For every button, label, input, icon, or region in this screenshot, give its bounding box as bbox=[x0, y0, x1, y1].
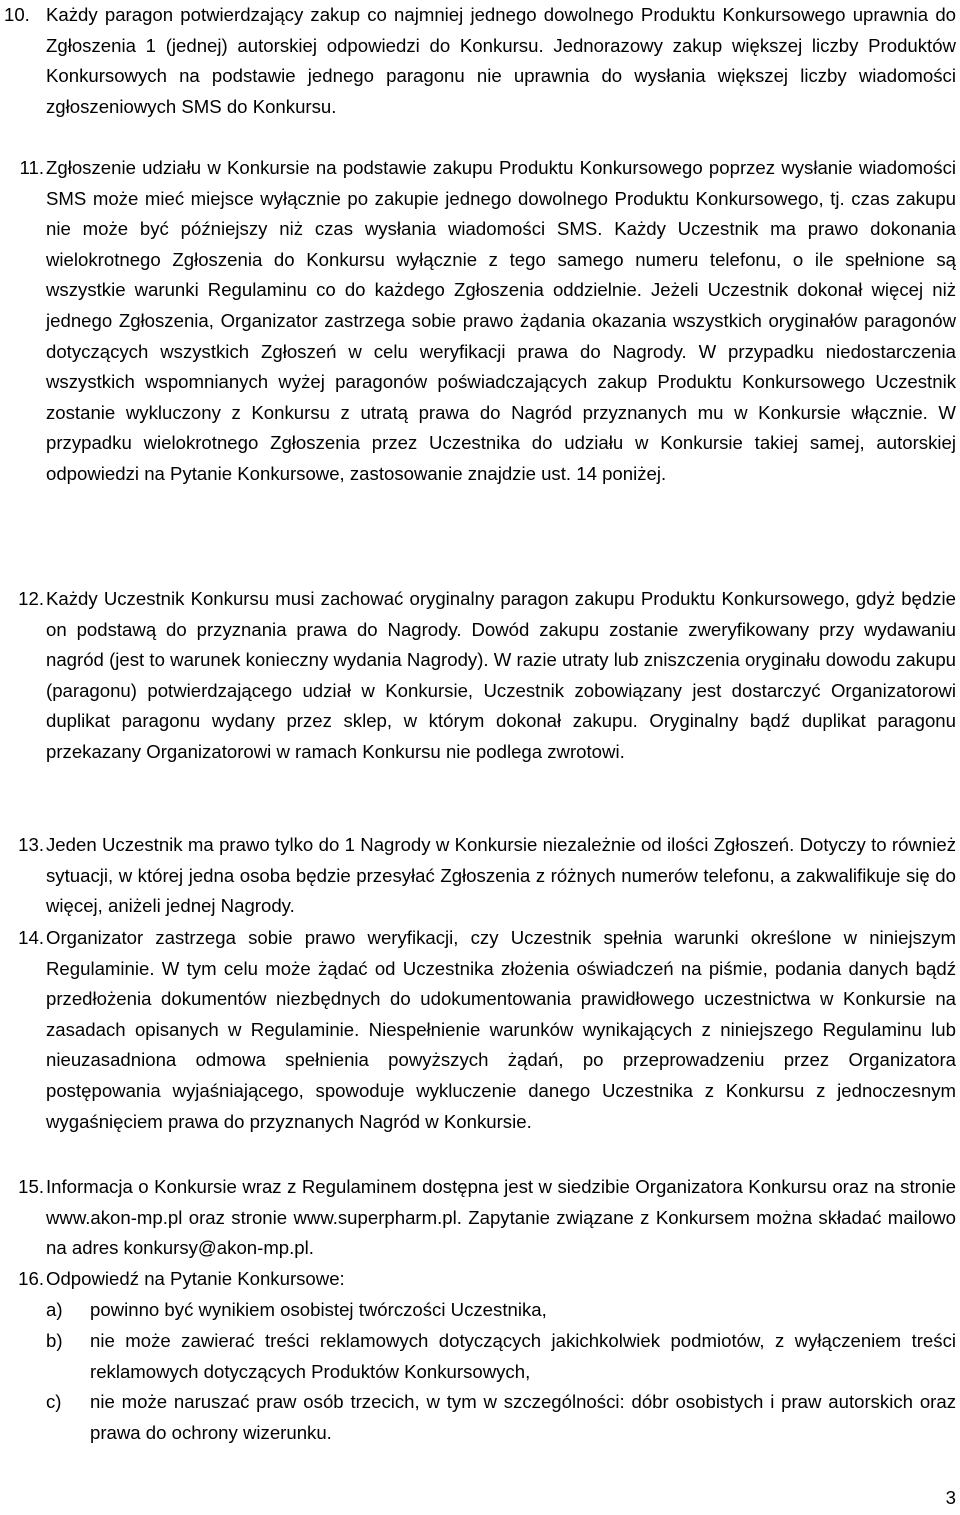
paragraph-number: 11. bbox=[19, 157, 44, 178]
subitem-label: c) bbox=[46, 1391, 62, 1412]
paragraph-text: Odpowiedź na Pytanie Konkursowe: bbox=[46, 1268, 345, 1289]
page-number: 3 bbox=[945, 1487, 956, 1508]
subitem-text: nie może zawierać treści reklamowych dotyczących jakichkolwiek podmiotów, z wyłączeniem treści reklamowych dotyczących Produktów Konkursowych, bbox=[90, 1330, 956, 1382]
subitem-label: a) bbox=[46, 1299, 63, 1320]
paragraph-text: Każdy Uczestnik Konkursu musi zachować oryginalny paragon zakupu Produktu Konkursowego, gdyż będzie on podstawą do przyznania prawa do Nagrody. Dowód zakupu zostanie zweryfikowany przy wydawaniu nagród (jest to warunek konieczny wydania Nagrody). W razie utraty lub zniszczenia oryginału dowodu zakupu (paragonu) potwierdzającego udział w Konkursie, Uczestnik zobowiązany jest dostarczyć Organizatorowi duplikat paragonu wydany przez sklep, w którym dokonał zakupu. Oryginalny bądź duplikat paragonu przekazany Organizatorowi w ramach Konkursu nie podlega zwrotowi. bbox=[46, 588, 956, 762]
paragraph-text: Zgłoszenie udziału w Konkursie na podstawie zakupu Produktu Konkursowego poprzez wysłanie wiadomości SMS może mieć miejsce wyłącznie po zakupie jednego dowolnego Produktu Konkursowego, tj. czas zakupu nie może być późniejszy niż czas wysłania wiadomości SMS. Każdy Uczestnik ma prawo dokonania wielokrotnego Zgłoszenia do Konkursu wyłącznie z tego samego numeru telefonu, o ile spełnione są wszystkie warunki Regulaminu co do każdego Zgłoszenia oddzielnie. Jeżeli Uczestnik dokonał więcej niż jednego Zgłoszenia, Organizator zastrzega sobie prawo żądania okazania wszystkich oryginałów paragonów dotyczących wszystkich Zgłoszeń w celu weryfikacji prawa do Nagrody. W przypadku niedostarczenia wszystkich wspomnianych wyżej paragonów poświadczających zakup Produktu Konkursowego Uczestnik zostanie wykluczony z Konkursu z utratą prawa do Nagród przyznanych mu w Konkursie włącznie. W przypadku wielokrotnego Zgłoszenia przez Uczestnika do udziału w Konkursie takiej samej, autorskiej odpowiedzi na Pytanie Konkursowe, zastosowanie znajdzie ust. 14 poniżej. bbox=[46, 157, 956, 484]
paragraph-text: Każdy paragon potwierdzający zakup co najmniej jednego dowolnego Produktu Konkursowego uprawnia do Zgłoszenia 1 (jednej) autorskiej odpowiedzi do Konkursu. Jednorazowy zakup większej liczby Produktów Konkursowych na podstawie jednego paragonu nie uprawnia do wysłania większej liczby wiadomości zgłoszeniowych SMS do Konkursu. bbox=[46, 4, 956, 117]
paragraph-text: Informacja o Konkursie wraz z Regulaminem dostępna jest w siedzibie Organizatora Konkursu oraz na stronie www.akon-mp.pl oraz stronie www.superpharm.pl. Zapytanie związane z Konkursem można składać mailowo na adres konkursy@akon-mp.pl. bbox=[46, 1176, 956, 1259]
paragraph-text: Organizator zastrzega sobie prawo weryfikacji, czy Uczestnik spełnia warunki określone w niniejszym Regulaminie. W tym celu może żądać od Uczestnika złożenia oświadczeń na piśmie, podania danych bądź przedłożenia dokumentów niezbędnych do udokumentowania prawidłowego uczestnictwa w Konkursie na zasadach opisanych w Regulaminie. Niespełnienie warunków wynikających z niniejszego Regulaminu lub nieuzasadniona odmowa spełnienia powyższych żądań, po przeprowadzeniu przez Organizatora postępowania wyjaśniającego, spowoduje wykluczenie danego Uczestnika z Konkursu z jednoczesnym wygaśnięciem prawa do przyznanych Nagród w Konkursie. bbox=[46, 927, 956, 1132]
paragraph-text: Jeden Uczestnik ma prawo tylko do 1 Nagrody w Konkursie niezależnie od ilości Zgłoszeń. Dotyczy to również sytuacji, w której jedna osoba będzie przesyłać Zgłoszenia z różnych numerów telefonu, a zakwalifikuje się do więcej, aniżeli jednej Nagrody. bbox=[46, 834, 956, 917]
paragraph-number: 10. bbox=[4, 4, 30, 25]
paragraph-number: 16. bbox=[18, 1268, 44, 1289]
paragraph-number: 13. bbox=[18, 834, 44, 855]
paragraph-number: 12. bbox=[18, 588, 44, 609]
subitem-text: powinno być wynikiem osobistej twórczości Uczestnika, bbox=[90, 1299, 547, 1320]
paragraph-number: 15. bbox=[18, 1176, 44, 1197]
subitem-label: b) bbox=[46, 1330, 63, 1351]
paragraph-number: 14. bbox=[18, 927, 44, 948]
subitem-text: nie może naruszać praw osób trzecich, w tym w szczególności: dóbr osobistych i praw autorskich oraz prawa do ochrony wizerunku. bbox=[90, 1391, 956, 1443]
